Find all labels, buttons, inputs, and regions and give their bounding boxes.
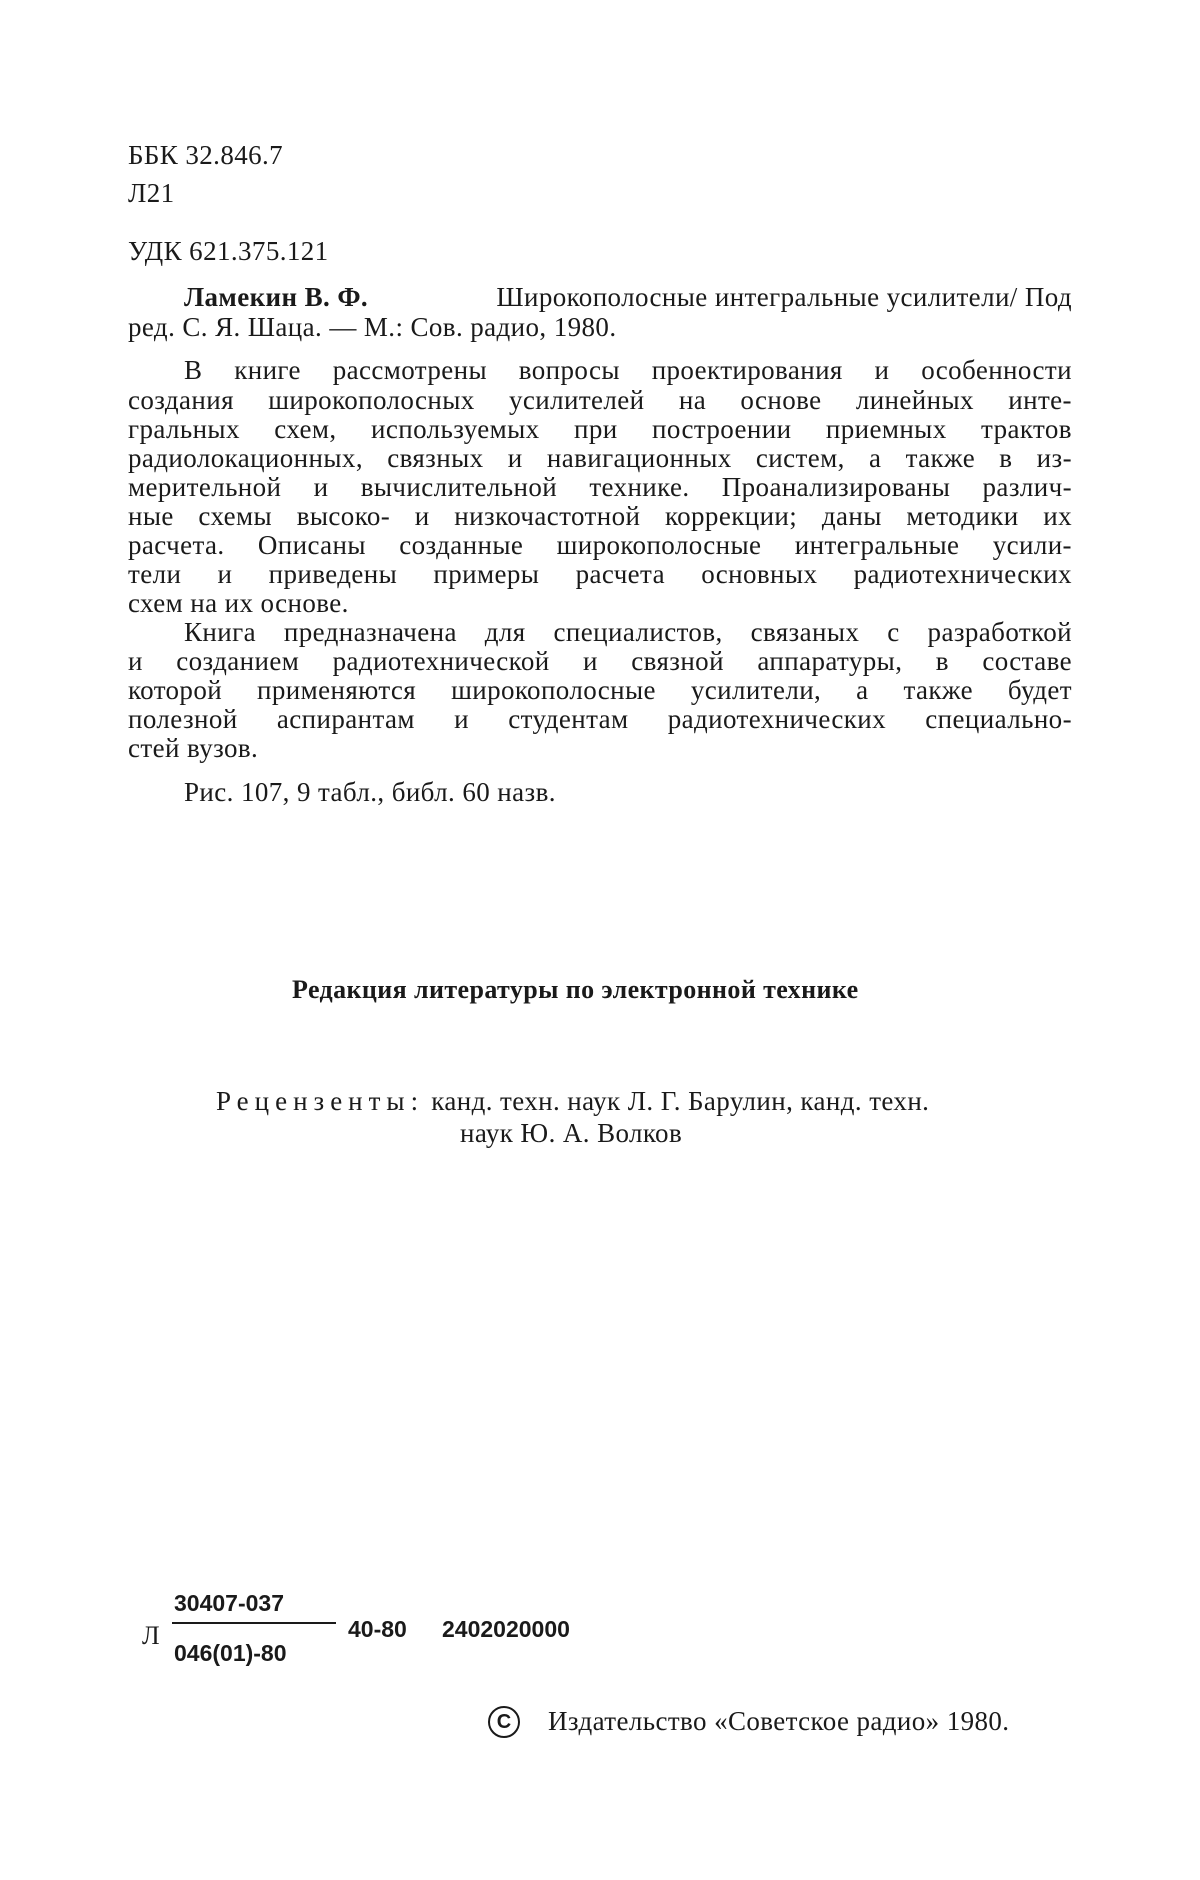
- abstract-p2-line-3: которой применяются широкополосные усилители, а также будет: [128, 675, 1072, 705]
- index-denominator: 046(01)-80: [174, 1640, 287, 1666]
- abstract-p2-line-1: Книга предназначена для специалистов, связаных с разработкой: [184, 617, 1072, 647]
- bbk-code: ББК 32.846.7: [128, 140, 284, 170]
- reviewers-line-2: наук Ю. А. Волков: [460, 1118, 683, 1148]
- editorial-office: Редакция литературы по электронной технике: [292, 975, 859, 1004]
- abstract-p2-line-4: полезной аспирантам и студентам радиотехнических специально-: [128, 704, 1072, 734]
- citation-author: Ламекин В. Ф.: [184, 282, 369, 312]
- abstract-p1-line-8: тели и приведены примеры расчета основных радиотехнических: [128, 559, 1072, 589]
- citation-title: Широкополосные интегральные усилители/ Под: [496, 282, 1072, 312]
- abstract-stats: Рис. 107, 9 табл., библ. 60 назв.: [184, 777, 556, 807]
- copyright-icon: С: [488, 1706, 520, 1738]
- abstract-p1-line-4: радиолокационных, связных и навигационных систем, а также в из-: [128, 443, 1072, 473]
- abstract-p1-line-7: расчета. Описаны созданные широкополосные интегральные усили-: [128, 530, 1072, 560]
- reviewers-names-1: канд. техн. наук Л. Г. Барулин, канд. техн.: [431, 1086, 930, 1116]
- abstract-p2-line-5: стей вузов.: [128, 733, 259, 763]
- abstract-p1-line-2: создания широкополосных усилителей на основе линейных инте-: [128, 385, 1072, 415]
- abstract-p2-line-2: и созданием радиотехнической и связной аппаратуры, в составе: [128, 646, 1072, 676]
- abstract-p1-line-9: схем на их основе.: [128, 588, 349, 618]
- index-letter: Л: [142, 1621, 161, 1650]
- abstract-p1-line-6: ные схемы высоко- и низкочастотной коррекции; даны методики их: [128, 501, 1072, 531]
- index-fraction-bar: [172, 1622, 336, 1624]
- udk-code: УДК 621.375.121: [128, 236, 329, 266]
- reviewers-label: Рецензенты:: [216, 1086, 425, 1116]
- citation-line-1: [184, 282, 1072, 312]
- index-numerator: 30407-037: [174, 1590, 284, 1616]
- library-code: Л21: [128, 178, 175, 208]
- index-code-2: 2402020000: [442, 1616, 570, 1642]
- reviewers-line-1: [216, 1086, 929, 1116]
- index-code-1: 40-80: [348, 1616, 407, 1642]
- abstract-p1-line-3: гральных схем, используемых при построении приемных трактов: [128, 414, 1072, 444]
- abstract-p1-line-1: В книге рассмотрены вопросы проектирования и особенности: [184, 355, 1072, 385]
- copyright-text: Издательство «Советское радио» 1980.: [548, 1706, 1010, 1736]
- abstract-p1-line-5: мерительной и вычислительной технике. Проанализированы различ-: [128, 472, 1072, 502]
- citation-line-2: ред. С. Я. Шаца. — М.: Сов. радио, 1980.: [128, 312, 617, 342]
